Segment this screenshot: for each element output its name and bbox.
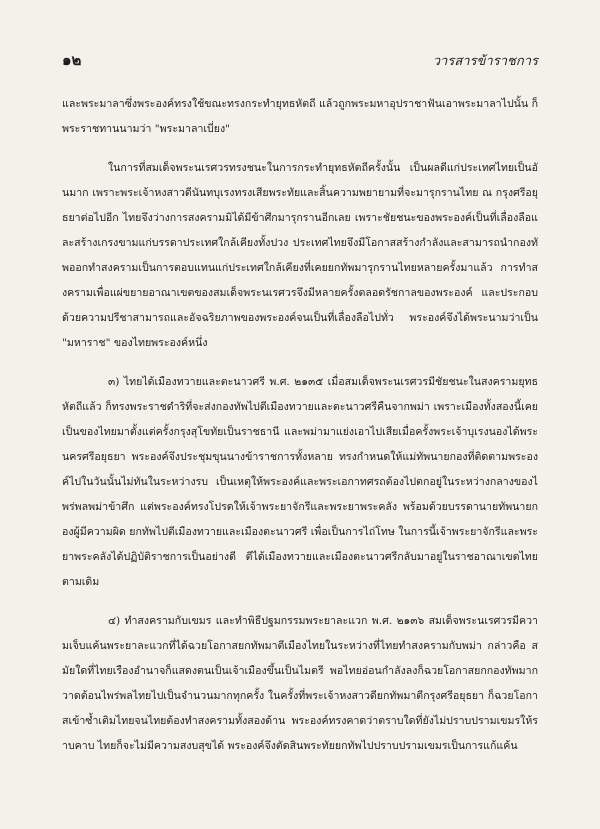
page-number: ๑๒ — [62, 51, 82, 69]
numbered-paragraph-4: ๔) ทำสงครามกับเขมร และทำพิธีปฐมกรรมพระยาละแวก พ.ศ. ๒๑๓๖ สมเด็จพระนเรศวรมีความเจ็บแค้นพระยาละแวกที่ได้ฉวยโอกาสยกทัพมาตีเมืองไทยในระหว่างที่ไทยทำสงครามกับพม่า กล่าวคือ สมัยใดที่ไทยเรืองอำนาจก็แสดงตนเป็นเจ้าเมืองขึ้นเป็นไมตรี พอไทยอ่อนกำลังลงก็ฉวยโอกาสยกกองทัพมากวาดต้อนไพร่พลไทยไปเป็นจำนวนมากทุกครั้ง ในครั้งที่พระเจ้าหงสาวดียกทัพมาตีกรุงศรีอยุธยา ก็ฉวยโอกาสเข้าซ้ำเติมไทยจนไทยต้องทำสงครามทั้งสองด้าน พระองค์ทรงคาดว่าตราบใดที่ยังไม่ปราบปรามเขมรให้ราบคาบ ไทยก็จะไม่มีความสงบสุขได้ พระองค์จึงตัดสินพระทัยยกทัพไปปราบปรามเขมรเป็นการแก้แค้น — [62, 615, 538, 752]
paragraph: ในการที่สมเด็จพระนเรศวรทรงชนะในการกระทำยุทธหัตถีครั้งนั้น เป็นผลดีแก่ประเทศไทยเป็นอันมาก เพราะพระเจ้าหงสาวดีนันทบุเรงทรงเสียพระทัยและสิ้นความพยายามที่จะมารุกรานไทย ณ กรุงศรีอยุธยาต่อไปอีก ไทยจึงว่างการสงครามมิได้มีข้าศึกมารุกรานอีกเลย เพราะชัยชนะของพระองค์เป็นที่เลื่องลือและสร้างเกรงขามแก่บรรดาประเทศใกล้เคียงทั้งปวง ประเทศไทยจึงมีโอกาสสร้างกำลังและสามารถนำกองทัพออกทำสงครามเป็นการตอบแทนแก่ประเทศใกล้เคียงที่เคยยกทัพมารุกรานไทยหลายครั้งมาแล้ว การทำสงครามเพื่อแผ่ขยายอาณาเขตของสมเด็จพระนเรศวรจึงมีหลายครั้งตลอดรัชกาลของพระองค์ และประกอบด้วยความปรีชาสามารถและอัจฉริยภาพของพระองค์จนเป็นที่เลื่องลือไปทั่ว พระองค์จึงได้พระนามว่าเป็น "มหาราช" ของไทยพระองค์หนึ่ง — [62, 162, 538, 349]
running-title: วารสารข้าราชการ — [432, 54, 538, 69]
page-header — [62, 48, 538, 78]
numbered-paragraph-3: ๓) ไทยได้เมืองทวายและตะนาวศรี พ.ศ. ๒๑๓๕ เมื่อสมเด็จพระนเรศวรมีชัยชนะในสงครามยุทธหัตถีแล้ว ก็ทรงพระราชดำริที่จะส่งกองทัพไปตีเมืองทวายและตะนาวศรีคืนจากพม่า เพราะเมืองทั้งสองนี้เคยเป็นของไทยมาตั้งแต่ครั้งกรุงสุโขทัยเป็นราชธานี และพม่ามาแย่งเอาไปเสียเมื่อครั้งพระเจ้าบุเรงนองได้พระนครศรีอยุธยา พระองค์จึงประชุมขุนนางข้าราชการทั้งหลาย ทรงกำหนดให้แม่ทัพนายกองที่ติดตามพระองค์ไปในวันนั้นไม่ทันในระหว่างรบ เป็นเหตุให้พระองค์และพระเอกาทศรถต้องไปตกอยู่ในระหว่างกลางของไพร่พลพม่าข้าศึก แต่พระองค์ทรงโปรดให้เจ้าพระยาจักรีและพระยาพระคลัง พร้อมด้วยบรรดานายทัพนายกองผู้มีความผิด ยกทัพไปตีเมืองทวายและเมืองตะนาวศรี เพื่อเป็นการไถ่โทษ ในการนี้เจ้าพระยาจักรีและพระยาพระคลังได้ปฏิบัติราชการเป็นอย่างดี ตีได้เมืองทวายและเมืองตะนาวศรีกลับมาอยู่ในราชอาณาเขตไทยตามเดิม — [62, 376, 538, 588]
body-text — [62, 92, 538, 759]
paragraph-continuation: และพระมาลาซึ่งพระองค์ทรงใช้ขณะทรงกระทำยุทธหัตถี แล้วถูกพระมหาอุปราชาฟันเอาพระมาลาไปนั้น ก็พระราชทานนามว่า "พระมาลาเบี่ยง" — [62, 98, 538, 135]
